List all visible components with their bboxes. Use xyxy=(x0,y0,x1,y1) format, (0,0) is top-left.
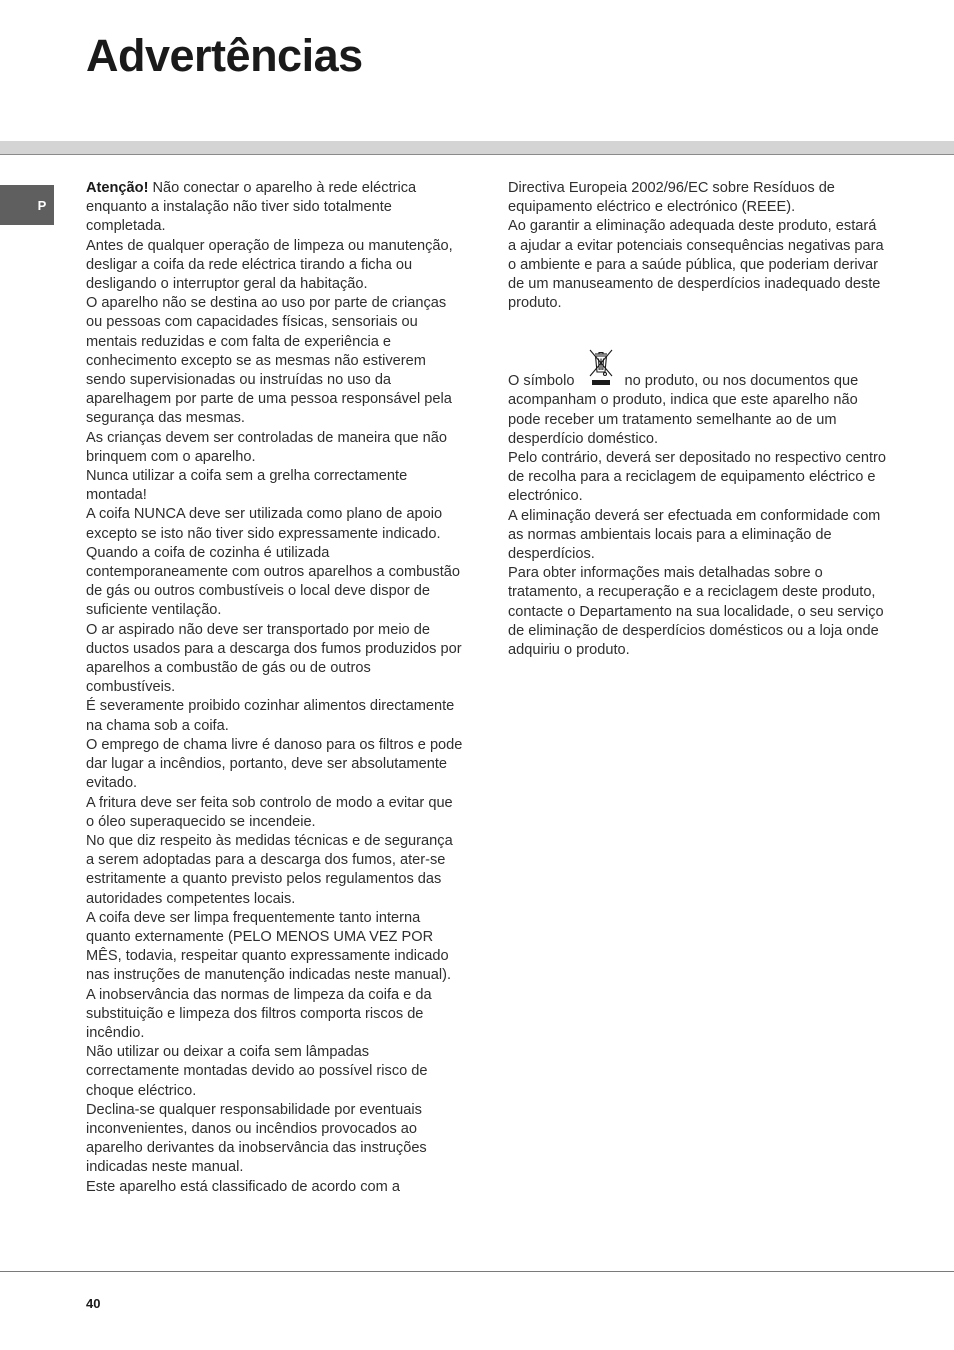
weee-directive-text: Directiva Europeia 2002/96/EC sobre Resíduos de equipamento eléctrico e electrónico (REEE). xyxy=(508,180,835,216)
attention-paragraph xyxy=(86,179,464,237)
warning-cleaning: Antes de qualquer operação de limpeza ou manutenção, desligar a coifa da rede eléctrica tirando a ficha ou desligando o interruptor geral da habitação. xyxy=(86,237,453,293)
footer-rule xyxy=(0,1271,954,1272)
attention-text: Não conectar o aparelho à rede eléctrica enquanto a instalação não tiver sido totalmente completada. xyxy=(86,180,417,235)
warning-fire-risk: A inobservância das normas de limpeza da coifa e da substituição e limpeza dos filtros comporta riscos de incêndio. xyxy=(86,986,432,1041)
classification-text: Este aparelho está classificado de acordo com a xyxy=(86,1178,400,1195)
warning-open-flame: O emprego de chama livre é danoso para os filtros e pode dar lugar a incêndios, portanto, deve ser absolutamente evitado. xyxy=(86,736,463,792)
right-column xyxy=(508,179,888,660)
disposal-benefit-text: Ao garantir a eliminação adequada deste produto, estará a ajudar a evitar potenciais consequências negativas para o ambiente e para a saúde pública, que poderiam derivar de um manuseamento de desperdícios inadequado deste produto. xyxy=(508,218,884,312)
symbol-text-before: O símbolo xyxy=(508,373,575,390)
warning-children-play: As crianças devem ser controladas de maneira que não brinquem com o aparelho. xyxy=(86,429,447,465)
spacer xyxy=(508,313,888,351)
attention-label: Atenção! xyxy=(86,180,149,196)
warning-ventilation: Quando a coifa de cozinha é utilizada contemporaneamente com outros aparelhos a combustão de gás ou outros combustíveis o local deve dispor de suficiente ventilação. xyxy=(86,544,460,619)
warning-children-capabilities: O aparelho não se destina ao uso por parte de crianças ou pessoas com capacidades físicas, sensoriais ou mentais reduzidas e com falta de experiência e conhecimento excepto se as mesmas não estiverem sendo supervisionadas ou instruídas no uso da aparelhagem por parte de uma pessoa responsável pela segurança das mesmas. xyxy=(86,295,452,427)
warning-flame-cooking: É severamente proibido cozinhar alimentos directamente na chama sob a coifa. xyxy=(86,698,455,734)
warning-frying: A fritura deve ser feita sob controlo de modo a evitar que o óleo superaquecido se incendeie. xyxy=(86,794,453,830)
symbol-paragraph xyxy=(508,351,888,449)
warning-grille: Nunca utilizar a coifa sem a grelha correctamente montada! xyxy=(86,468,408,504)
warning-ducts: O ar aspirado não deve ser transportado por meio de ductos usados para a descarga dos fumos produzidos por aparelhos a combustão de gás ou de outros combustíveis. xyxy=(86,621,462,696)
crossed-out-wheeled-bin-icon xyxy=(587,348,615,388)
warning-regulations: No que diz respeito às medidas técnicas e de segurança a serem adoptadas para a descarga dos fumos, ater-se estritamente a quanto previsto pelos regulamentos das autoridades competentes locais. xyxy=(86,832,453,907)
collection-center-text: Pelo contrário, deverá ser depositado no respectivo centro de recolha para a reciclagem de equipamento eléctrico e electrónico. xyxy=(508,450,887,505)
left-column xyxy=(86,179,464,1197)
warning-support-surface: A coifa NUNCA deve ser utilizada como plano de apoio excepto se isto não tiver sido expressamente indicado. xyxy=(86,506,443,542)
page-title: Advertências xyxy=(86,30,363,81)
page-number: 40 xyxy=(86,1296,101,1311)
language-tab: P xyxy=(0,185,54,225)
warning-liability: Declina-se qualquer responsabilidade por eventuais inconvenientes, danos ou incêndios provocados ao aparelho derivantes da inobservância das instruções indicadas neste manual. xyxy=(86,1101,427,1176)
more-info-text: Para obter informações mais detalhadas sobre o tratamento, a recuperação e a reciclagem deste produto, contacte o Departamento na sua localidade, o seu serviço de eliminação de desperdícios domésticos ou a loja onde adquiriu o produto. xyxy=(508,565,884,659)
environmental-rules-text: A eliminação deverá ser efectuada em conformidade com as normas ambientais locais para a eliminação de desperdícios. xyxy=(508,507,881,563)
symbol-text-after: no produto, ou nos documentos que acompanham o produto, indica que este aparelho não pode receber um tratamento semelhante ao de um desperdício doméstico. xyxy=(508,373,859,447)
header-band xyxy=(0,141,954,155)
warning-cleaning-frequency: A coifa deve ser limpa frequentemente tanto interna quanto externamente (PELO MENOS UMA VEZ POR MÊS, todavia, respeitar quanto expressamente indicado nas instruções de manutenção indicadas neste manual). xyxy=(86,909,452,984)
warning-lamps: Não utilizar ou deixar a coifa sem lâmpadas correctamente montadas devido ao possível risco de choque eléctrico. xyxy=(86,1044,428,1099)
